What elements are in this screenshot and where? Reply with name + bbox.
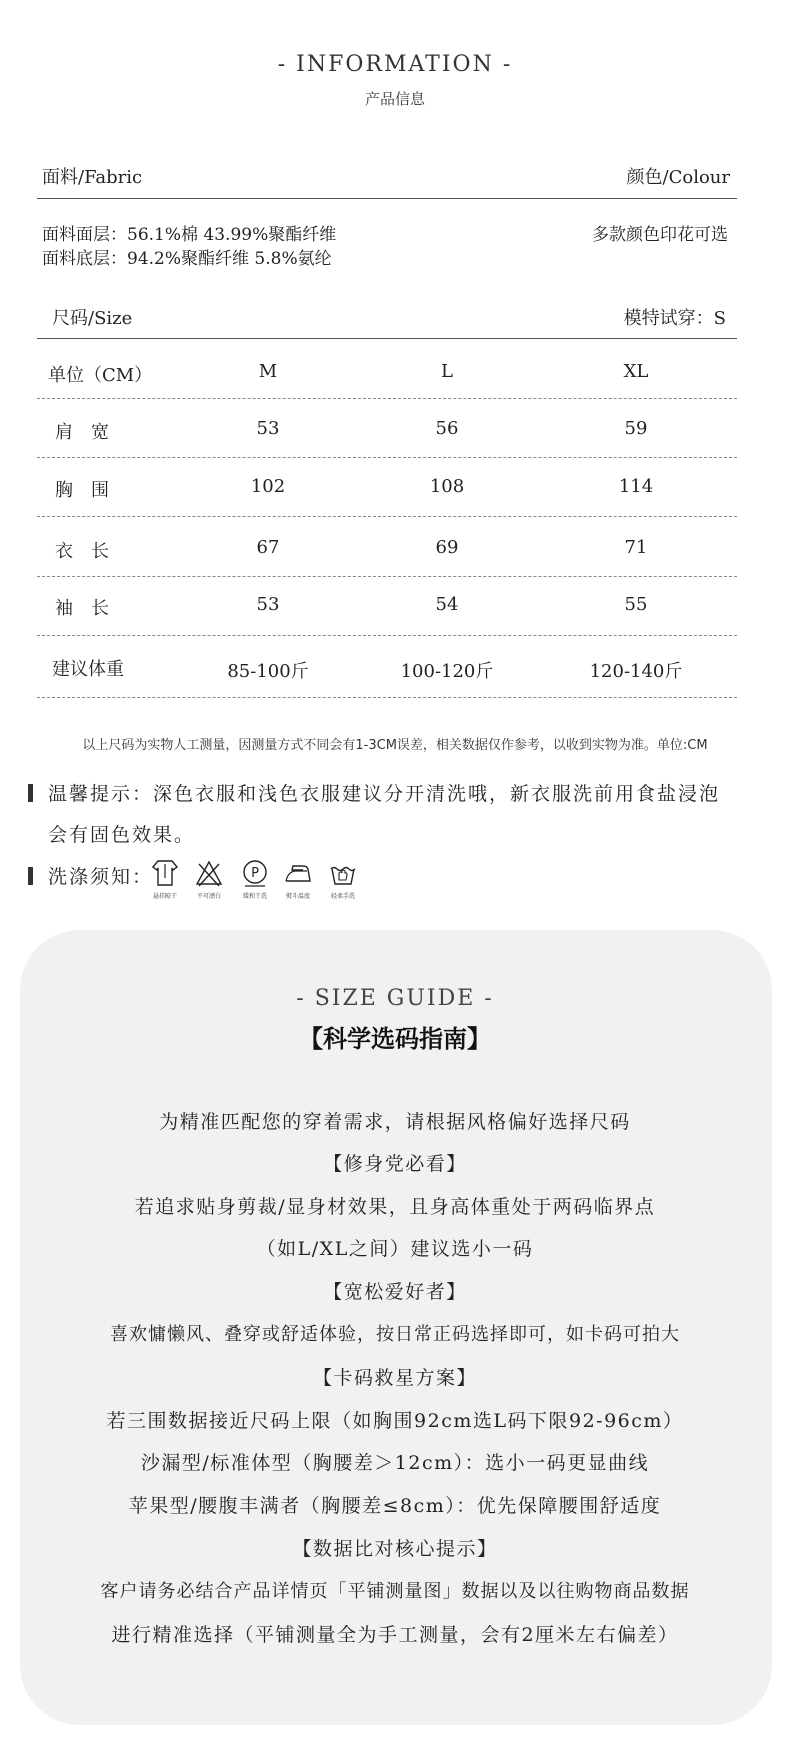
table-cell: 54 — [435, 594, 459, 615]
svg-text:P: P — [251, 866, 259, 881]
guide-line: （如L/XL之间）建议选小一码 — [256, 1238, 534, 1260]
table-cell: 69 — [435, 537, 459, 558]
row-label-shoulder: 肩 宽 — [55, 422, 109, 443]
guide-line: 【修身党必看】 — [323, 1153, 467, 1175]
table-cell: 53 — [256, 594, 280, 615]
table-cell: 102 — [250, 476, 286, 497]
guide-line: 沙漏型/标准体型（胸腰差＞12cm）：选小一码更显曲线 — [140, 1452, 650, 1474]
colour-label: 颜色/Colour — [626, 167, 730, 188]
hang-dry-icon — [150, 858, 180, 892]
care-icon-label: 轻柔手洗 — [330, 893, 355, 900]
table-header-xl: XL — [623, 361, 649, 382]
table-cell: 108 — [429, 476, 465, 497]
care-bar — [28, 867, 33, 885]
size-guide-heading: 【科学选码指南】 — [299, 1024, 491, 1053]
dashed-divider — [37, 576, 737, 577]
row-label-chest: 胸 围 — [55, 480, 109, 501]
dashed-divider — [37, 516, 737, 517]
divider — [37, 338, 737, 339]
dashed-divider — [37, 635, 737, 636]
table-cell: 55 — [624, 594, 648, 615]
table-header-m: M — [258, 361, 278, 382]
tip-line-2: 会有固色效果。 — [48, 824, 196, 846]
colour-value: 多款颜色印花可选 — [592, 225, 728, 245]
no-bleach-icon — [194, 858, 224, 892]
guide-line: 客户请务必结合产品详情页「平铺测量图」数据以及以往购物商品数据 — [100, 1581, 690, 1602]
table-cell: 56 — [435, 418, 459, 439]
guide-line: 苹果型/腰腹丰满者（胸腰差≤8cm）：优先保障腰围舒适度 — [128, 1495, 662, 1517]
guide-line: 【卡码救星方案】 — [312, 1367, 477, 1389]
dashed-divider — [37, 457, 737, 458]
table-cell: 67 — [256, 537, 280, 558]
measurement-note: 以上尺码为实物人工测量，因测量方式不同会有1-3CM误差，相关数据仅作参考，以收到实物为准。单位:CM — [82, 738, 708, 753]
info-title: - INFORMATION - — [277, 52, 513, 77]
care-icon-label: 悬挂晾干 — [152, 893, 177, 900]
fabric-surface: 面料面层：56.1%棉 43.99%聚酯纤维 — [42, 225, 337, 245]
care-icon-label: 缓和干洗 — [242, 893, 267, 900]
table-cell: 59 — [624, 418, 648, 439]
guide-line: 若追求贴身剪裁/显身材效果，且身高体重处于两码临界点 — [134, 1196, 656, 1218]
dashed-divider — [37, 697, 737, 698]
table-header-l: L — [441, 361, 453, 382]
info-subtitle: 产品信息 — [364, 90, 425, 108]
table-cell: 71 — [624, 537, 648, 558]
model-size: 模特试穿：S — [623, 308, 726, 329]
tip-bar — [28, 784, 33, 802]
table-cell: 100-120斤 — [400, 661, 494, 682]
fabric-lining: 面料底层：94.2%聚酯纤维 5.8%氨纶 — [42, 249, 332, 269]
table-cell: 114 — [618, 476, 654, 497]
table-cell: 53 — [256, 418, 280, 439]
size-guide-title: - SIZE GUIDE - — [296, 986, 494, 1011]
guide-line: 为精准匹配您的穿着需求，请根据风格偏好选择尺码 — [159, 1111, 631, 1133]
row-label-weight: 建议体重 — [52, 659, 124, 680]
dry-clean-p-icon — [240, 858, 270, 892]
guide-line: 【数据比对核心提示】 — [292, 1538, 498, 1560]
row-label-length: 衣 长 — [55, 541, 109, 562]
guide-line: 进行精准选择（平铺测量全为手工测量，会有2厘米左右偏差） — [111, 1624, 679, 1646]
dashed-divider — [37, 398, 737, 399]
guide-line: 【宽松爱好者】 — [323, 1281, 467, 1303]
table-cell: 120-140斤 — [589, 661, 683, 682]
row-label-sleeve: 袖 长 — [55, 598, 109, 619]
iron-icon — [283, 858, 313, 892]
guide-line: 喜欢慵懒风、叠穿或舒适体验，按日常正码选择即可，如卡码可拍大 — [110, 1324, 680, 1345]
guide-line: 若三围数据接近尺码上限（如胸围92cm选L码下限92-96cm） — [106, 1410, 684, 1432]
table-header-unit: 单位（CM） — [48, 365, 153, 386]
table-cell: 85-100斤 — [227, 661, 309, 682]
care-label: 洗涤须知： — [48, 866, 154, 888]
fabric-label: 面料/Fabric — [42, 167, 143, 188]
care-icon-label: 不可漂白 — [196, 893, 221, 900]
hand-wash-icon — [328, 858, 358, 892]
tip-line-1: 温馨提示：深色衣服和浅色衣服建议分开清洗哦，新衣服洗前用食盐浸泡 — [48, 783, 721, 805]
size-label: 尺码/Size — [52, 308, 133, 329]
divider — [37, 198, 737, 199]
care-icon-label: 熨斗温度 — [285, 893, 310, 900]
